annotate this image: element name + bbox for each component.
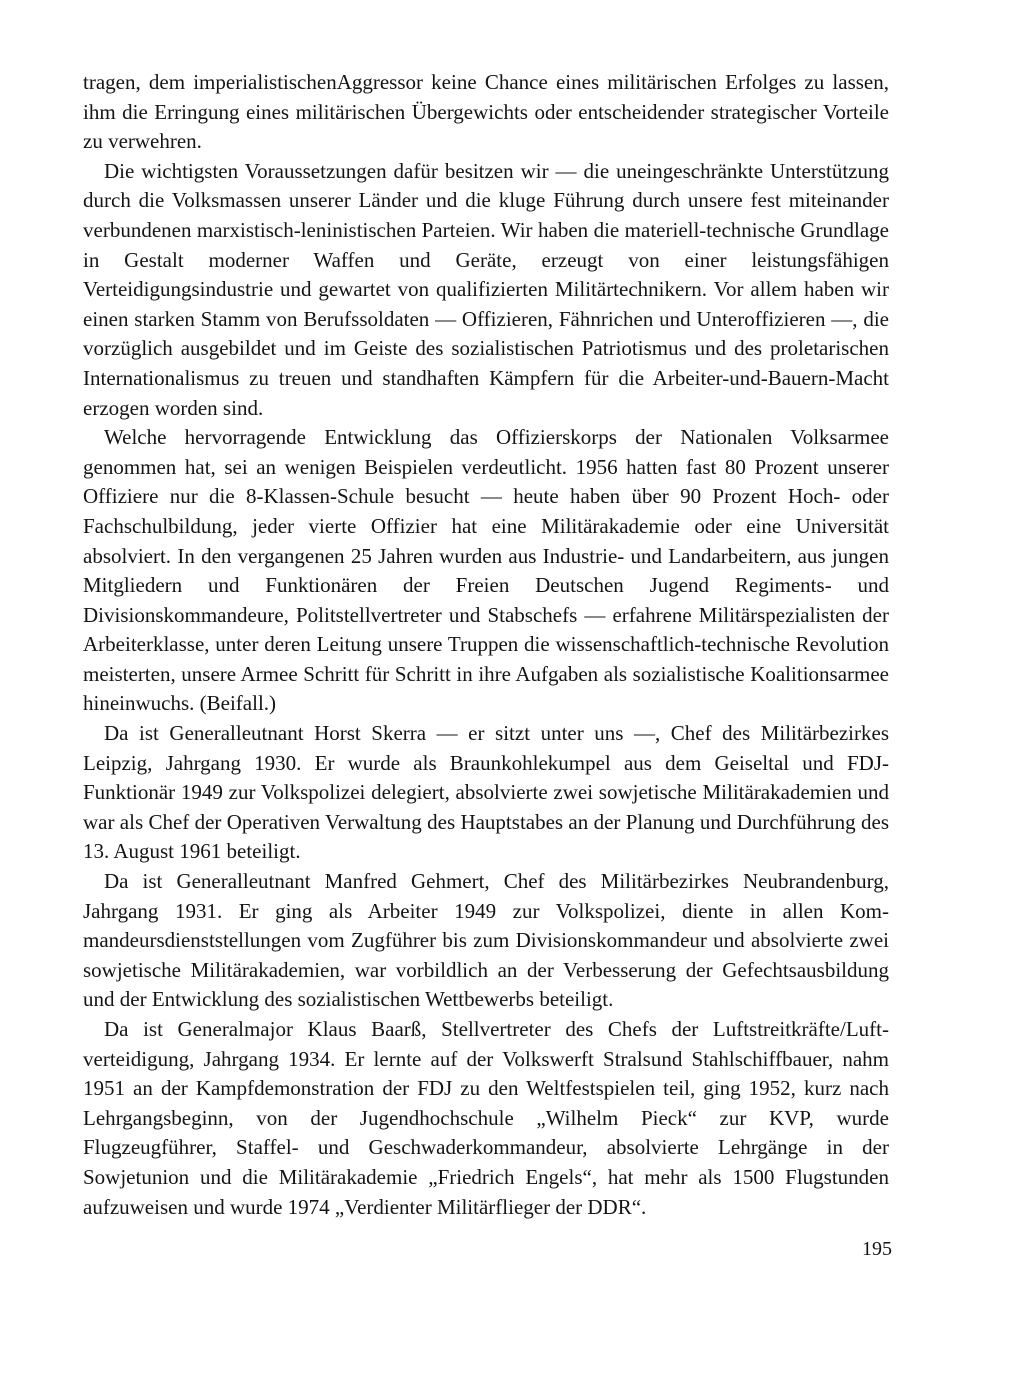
paragraph-6: Da ist Generalmajor Klaus Baarß, Stellvertreter des Chefs der Luftstreitkräfte/Luftverteidigung, Jahrgang 1934. Er lernte auf der Volkswerft Stralsund Stahlschiffbauer, nahm 1951 an der Kampfdemonstration der FDJ zu den Weltfestspielen teil, ging 1952, kurz nach Lehrgangsbeginn, von der Jugendhochschule „Wilhelm Pieck“ zur KVP, wurde Flugzeugführer, Staffel- und Geschwaderkommandeur, absolvierte Lehrgänge in der Sowjetunion und die Militärakademie „Friedrich Engels“, hat mehr als 1500 Flugstunden aufzuweisen und wurde 1974 „Verdienter Militärflieger der DDR“. [83,1017,889,1219]
paragraph-3: Welche hervorragende Entwicklung das Offizierskorps der Nationalen Volksarmee genommen hat, sei an wenigen Beispielen verdeutlicht. 1956 hatten fast 80 Prozent unserer Offiziere nur die 8-Klassen-Schule besucht — heute haben über 90 Prozent Hoch- oder Fachschulbildung, jeder vierte Offizier hat eine Militärakademie oder eine Universität absolviert. In den vergangenen 25 Jahren wurden aus Industrie- und Landarbeitern, aus jungen Mitgliedern und Funktionären der Freien Deutschen Jugend Regiments- und Divisionskommandeure, Politstellvertreter und Stabschefs — erfahrene Militärspezialisten der Arbeiterklasse, unter deren Leitung unsere Truppen die wissenschaftlich-technische Revolution meisterten, unsere Armee Schritt für Schritt in ihre Aufgaben als sozialistische Koalitionsarmee hineinwuchs. (Beifall.) [83,425,889,716]
paragraph-2: Die wichtigsten Voraussetzungen dafür besitzen wir — die uneingeschränkte Unterstützung durch die Volksmassen unserer Länder und die kluge Führung durch unsere fest miteinander verbundenen marxistisch-leninistischen Parteien. Wir haben die materiell-technische Grundlage in Gestalt moderner Waffen und Geräte, erzeugt von einer leistungsfähigen Verteidigungsindustrie und gewartet von qualifizierten Militärtechnikern. Vor allem haben wir einen starken Stamm von Berufssoldaten — Offizieren, Fähnrichen und Unteroffizieren —, die vorzüglich ausgebildet und im Geiste des sozialistischen Patriotismus und des proletarischen Internationalismus zu treuen und standhaften Kämpfern für die Arbeiter-und-Bauern-Macht erzogen worden sind. [83,158,889,420]
page-number: 195 [862,1238,892,1260]
body-text [83,68,889,1222]
paragraph-5: Da ist Generalleutnant Manfred Gehmert, Chef des Militärbezirkes Neubrandenburg, Jahrgang 1931. Er ging als Arbeiter 1949 zur Volkspolizei, diente in allen Kommandeursdienststellungen vom Zugführer bis zum Divisionskommandeur und absolvierte zwei sowjetische Militärakademien, war vorbildlich an der Verbesserung der Gefechtsausbildung und der Entwicklung des sozialistischen Wettbewerbs beteiligt. [83,869,889,1012]
paragraph-1: tragen, dem imperialistischenAggressor keine Chance eines militärischen Erfolges zu lassen, ihm die Erringung eines militärischen Übergewichts oder entscheidender strategischer Vorteile zu verwehren. [83,70,889,154]
paragraph-4: Da ist Generalleutnant Horst Skerra — er sitzt unter uns —, Chef des Militärbezirkes Leipzig, Jahrgang 1930. Er wurde als Braunkohlekumpel aus dem Geiseltal und FDJ-Funktionär 1949 zur Volkspolizei delegiert, absolvierte zwei sowjetische Militärakademien und war als Chef der Operativen Verwaltung des Hauptstabes an der Planung und Durchführung des 13. August 1961 beteiligt. [83,721,889,864]
